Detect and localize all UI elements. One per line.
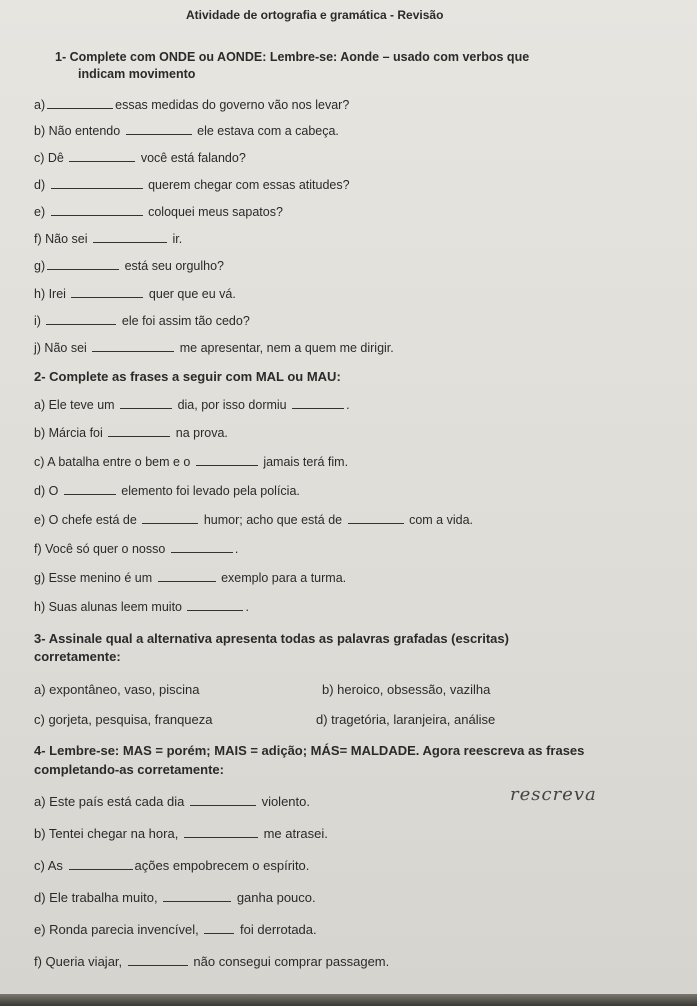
answer-blank[interactable] xyxy=(51,178,143,189)
item-suffix: com a vida. xyxy=(409,513,473,527)
item-suffix: me apresentar, nem a quem me dirigir. xyxy=(179,341,394,355)
answer-blank[interactable] xyxy=(71,287,143,298)
item-suffix: violento. xyxy=(261,794,310,809)
item-suffix: ir. xyxy=(172,232,183,246)
answer-blank[interactable] xyxy=(142,513,198,524)
q1-item-c xyxy=(34,151,246,165)
q2-item-c xyxy=(34,455,348,469)
item-suffix: coloquei meus sapatos? xyxy=(148,205,283,219)
q3-option-c[interactable]: c) gorjeta, pesquisa, franqueza xyxy=(34,712,213,727)
q4-item-c xyxy=(34,858,309,873)
q2-item-d xyxy=(34,484,300,498)
q3-heading-line2: corretamente: xyxy=(34,649,121,664)
handwritten-note: rescreva xyxy=(510,784,597,805)
answer-blank[interactable] xyxy=(126,124,192,135)
q2-item-h xyxy=(34,600,249,614)
q3-option-b[interactable]: b) heroico, obsessão, vazilha xyxy=(322,682,491,697)
answer-blank[interactable] xyxy=(196,455,258,466)
item-prefix: f) Não sei xyxy=(34,232,88,246)
page-bottom-edge xyxy=(0,994,697,1006)
item-prefix: f) Queria viajar, xyxy=(34,954,123,969)
answer-blank[interactable] xyxy=(187,600,243,611)
answer-blank[interactable] xyxy=(69,859,133,870)
q4-item-e xyxy=(34,922,317,937)
answer-blank[interactable] xyxy=(158,571,216,582)
q4-item-b xyxy=(34,826,328,841)
item-suffix: jamais terá fim. xyxy=(263,455,349,469)
answer-blank[interactable] xyxy=(184,827,258,838)
item-prefix: c) A batalha entre o bem e o xyxy=(34,455,191,469)
item-prefix: a) xyxy=(34,98,46,112)
item-suffix: você está falando? xyxy=(140,151,246,165)
answer-blank[interactable] xyxy=(93,232,167,243)
worksheet-title: Atividade de ortografia e gramática - Revisão xyxy=(186,8,444,22)
answer-blank[interactable] xyxy=(47,98,113,109)
item-suffix: . xyxy=(346,398,350,412)
item-suffix: ele estava com a cabeça. xyxy=(197,124,339,138)
answer-blank[interactable] xyxy=(190,795,256,806)
answer-blank[interactable] xyxy=(163,891,231,902)
item-prefix: c) As xyxy=(34,858,63,873)
item-prefix: h) Irei xyxy=(34,287,66,301)
q2-heading: 2- Complete as frases a seguir com MAL ou MAU: xyxy=(34,369,341,384)
item-suffix: não consegui comprar passagem. xyxy=(193,954,390,969)
q4-heading-line1: 4- Lembre-se: MAS = porém; MAIS = adição; MÁS= MALDADE. Agora reescreva as frases xyxy=(34,743,585,758)
q3-option-a[interactable]: a) expontâneo, vaso, piscina xyxy=(34,682,200,697)
answer-blank[interactable] xyxy=(69,151,135,162)
q2-item-e xyxy=(34,513,473,527)
q1-heading-line1: 1- Complete com ONDE ou AONDE: Lembre-se: Aonde – usado com verbos que xyxy=(55,50,530,64)
q4-item-d xyxy=(34,890,316,905)
item-prefix: e) Ronda parecia invencível, xyxy=(34,922,199,937)
item-prefix: b) Tentei chegar na hora, xyxy=(34,826,179,841)
item-suffix: foi derrotada. xyxy=(240,922,317,937)
item-suffix: ele foi assim tão cedo? xyxy=(121,314,250,328)
item-prefix: f) Você só quer o nosso xyxy=(34,542,166,556)
item-prefix: e) O chefe está de xyxy=(34,513,137,527)
item-suffix: essas medidas do governo vão nos levar? xyxy=(115,98,350,112)
item-suffix: exemplo para a turma. xyxy=(221,571,347,585)
item-suffix: está seu orgulho? xyxy=(124,259,224,273)
q2-item-a xyxy=(34,398,350,412)
item-suffix: na prova. xyxy=(175,426,228,440)
answer-blank[interactable] xyxy=(46,314,116,325)
answer-blank[interactable] xyxy=(348,513,404,524)
q1-item-h xyxy=(34,287,236,301)
answer-blank[interactable] xyxy=(108,426,170,437)
answer-blank[interactable] xyxy=(47,259,119,270)
q1-item-a xyxy=(34,98,349,112)
q1-item-e xyxy=(34,205,283,219)
q3-option-d[interactable]: d) tragetória, laranjeira, análise xyxy=(316,712,496,727)
answer-blank[interactable] xyxy=(51,205,143,216)
q1-item-b xyxy=(34,124,339,138)
q2-item-g xyxy=(34,571,346,585)
item-suffix: ações empobrecem o espírito. xyxy=(134,858,310,873)
item-suffix: ganha pouco. xyxy=(236,890,316,905)
item-suffix: . xyxy=(245,600,249,614)
item-prefix: b) Márcia foi xyxy=(34,426,103,440)
answer-blank[interactable] xyxy=(171,542,233,553)
item-prefix: j) Não sei xyxy=(34,341,87,355)
item-prefix: b) Não entendo xyxy=(34,124,121,138)
item-prefix: a) Este país está cada dia xyxy=(34,794,185,809)
q2-item-f xyxy=(34,542,238,556)
item-suffix: me atrasei. xyxy=(263,826,328,841)
answer-blank[interactable] xyxy=(204,923,234,934)
q1-heading-line2: indicam movimento xyxy=(78,67,196,81)
item-prefix: d) xyxy=(34,178,46,192)
item-middle: humor; acho que está de xyxy=(203,513,343,527)
answer-blank[interactable] xyxy=(120,398,172,409)
answer-blank[interactable] xyxy=(292,398,344,409)
item-prefix: d) Ele trabalha muito, xyxy=(34,890,158,905)
item-prefix: h) Suas alunas leem muito xyxy=(34,600,182,614)
item-prefix: g) Esse menino é um xyxy=(34,571,153,585)
item-prefix: a) Ele teve um xyxy=(34,398,115,412)
item-suffix: querem chegar com essas atitudes? xyxy=(148,178,350,192)
item-prefix: c) Dê xyxy=(34,151,64,165)
item-prefix: d) O xyxy=(34,484,59,498)
q4-item-a xyxy=(34,794,310,809)
answer-blank[interactable] xyxy=(128,955,188,966)
item-middle: dia, por isso dormiu xyxy=(177,398,287,412)
item-prefix: g) xyxy=(34,259,46,273)
q4-item-f xyxy=(34,954,389,969)
q3-heading-line1: 3- Assinale qual a alternativa apresenta todas as palavras grafadas (escritas) xyxy=(34,631,509,646)
q1-item-d xyxy=(34,178,350,192)
item-suffix: . xyxy=(234,542,239,556)
q1-item-g xyxy=(34,259,224,273)
q4-heading-line2: completando-as corretamente: xyxy=(34,762,224,777)
q2-item-b xyxy=(34,426,228,440)
answer-blank[interactable] xyxy=(92,341,174,352)
q1-item-f xyxy=(34,232,182,246)
q1-item-j xyxy=(34,341,394,355)
item-prefix: i) xyxy=(34,314,41,328)
item-suffix: quer que eu vá. xyxy=(148,287,236,301)
item-suffix: elemento foi levado pela polícia. xyxy=(121,484,300,498)
answer-blank[interactable] xyxy=(64,484,116,495)
q1-item-i xyxy=(34,314,250,328)
item-prefix: e) xyxy=(34,205,46,219)
